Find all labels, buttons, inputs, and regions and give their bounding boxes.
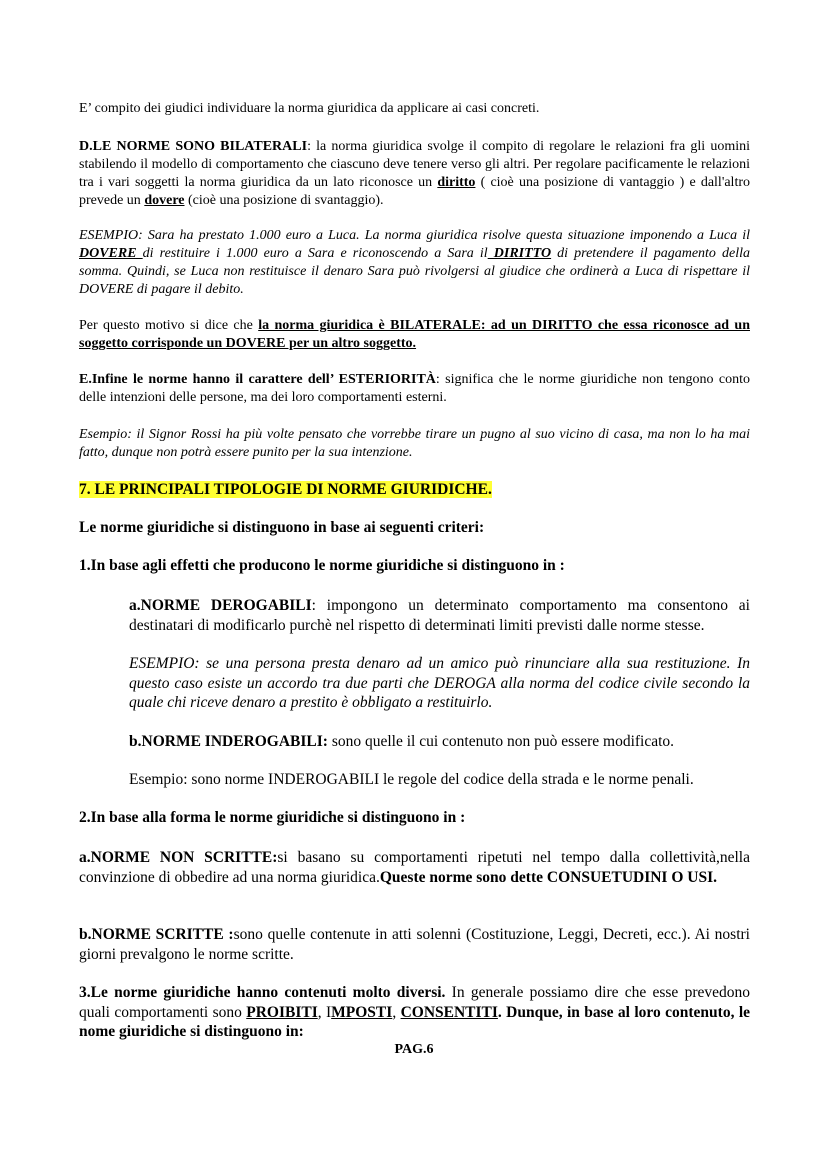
section-d-heading: D.LE NORME SONO BILATERALI [79, 139, 308, 154]
example-derogation: ESEMPIO: se una persona presta denaro ad un amico può rinunciare alla sua restituzione. In questo caso esiste un accordo tra due parti che DEROGA alla norma del codice civile secondo la quale chi riceve denaro a prestito è obbligato a restituirlo. [129, 655, 750, 711]
criterion-2-heading: 2.In base alla forma le norme giuridiche si distinguono in : [79, 809, 466, 826]
section-e-heading: E.Infine le norme hanno il carattere dell’ ESTERIORITÀ [79, 372, 436, 387]
derogable-norms: a.NORME DEROGABILI: impongono un determinato comportamento ma consentono ai destinatari di modificarlo purchè nel rispetto di determinati limiti previsti dalle norme stesse. [129, 597, 750, 634]
bilateral-paragraph: D.LE NORME SONO BILATERALI: la norma giuridica svolge il compito di regolare le relazioni fra gli uomini stabilendo il modello di comportamento che ciascuno deve tenere verso gli altri. Per regolare pacificamente le relazioni tra i vari soggetti la norma giuridica da un lato riconosce un diritto ( cioè una posizione di vantaggio ) e dall'altro prevede un dovere (cioè una posizione di svantaggio). [79, 139, 750, 208]
derogable-heading: a.NORME DEROGABILI [129, 597, 312, 614]
criterion-1-heading: 1.In base agli effetti che producono le norme giuridiche si distinguono in : [79, 557, 565, 574]
section-7-heading: 7. LE PRINCIPALI TIPOLOGIE DI NORME GIURIDICHE. [79, 481, 492, 498]
unwritten-heading: a.NORME NON SCRITTE: [79, 849, 278, 866]
criterion-3-paragraph: 3.Le norme giuridiche hanno contenuti molto diversi. In generale possiamo dire che esse prevedono quali comportamenti sono PROIBITI, IMPOSTI, CONSENTITI. Dunque, in base al loro contenuto, le nome giuridiche si distinguono in: [79, 984, 751, 1040]
example-sara-luca: ESEMPIO: Sara ha prestato 1.000 euro a Luca. La norma giuridica risolve questa situazione imponendo a Luca il DOVERE di restituire i 1.000 euro a Sara e riconoscendo a Sara il DIRITTO di pretendere il pagamento della somma. Quindi, se Luca non restituisce il denaro Sara può rivolgersi al giudice che ordinerà a Luca di rispettare il DOVERE di pagare il debito. [79, 228, 751, 297]
written-norms: b.NORME SCRITTE :sono quelle contenute in atti solenni (Costituzione, Leggi, Decreti, ecc.). Ai nostri giorni prevalgono le norme scritte. [79, 926, 750, 963]
intro-paragraph: E’ compito dei giudici individuare la norma giuridica da applicare ai casi concreti. [79, 101, 540, 116]
page-number: PAG.6 [394, 1042, 434, 1057]
example-rossi: Esempio: il Signor Rossi ha più volte pensato che vorrebbe tirare un pugno al suo vicino di casa, ma non lo ha mai fatto, dunque non potrà essere punito per la sua intenzione. [79, 427, 750, 460]
criteria-heading: Le norme giuridiche si distinguono in base ai seguenti criteri: [79, 519, 485, 536]
unwritten-norms: a.NORME NON SCRITTE:si basano su comportamenti ripetuti nel tempo dalla collettività,nella convinzione di obbedire ad una norma giuridica.Queste norme sono dette CONSUETUDINI O USI. [79, 849, 750, 886]
exteriority-paragraph: E.Infine le norme hanno il carattere dell’ ESTERIORITÀ: significa che le norme giuridiche non tengono conto delle intenzioni delle persone, ma dei loro comportamenti esterni. [79, 372, 750, 405]
bilateral-summary: Per questo motivo si dice che la norma giuridica è BILATERALE: ad un DIRITTO che essa riconosce ad un soggetto corrisponde un DOVERE per un altro soggetto. [79, 318, 750, 351]
non-derogable-heading: b.NORME INDEROGABILI: [129, 733, 328, 750]
example-non-derogable: Esempio: sono norme INDEROGABILI le regole del codice della strada e le norme penali. [129, 771, 694, 788]
written-heading: b.NORME SCRITTE : [79, 926, 234, 943]
non-derogable-norms: b.NORME INDEROGABILI: sono quelle il cui contenuto non può essere modificato. [129, 733, 675, 750]
